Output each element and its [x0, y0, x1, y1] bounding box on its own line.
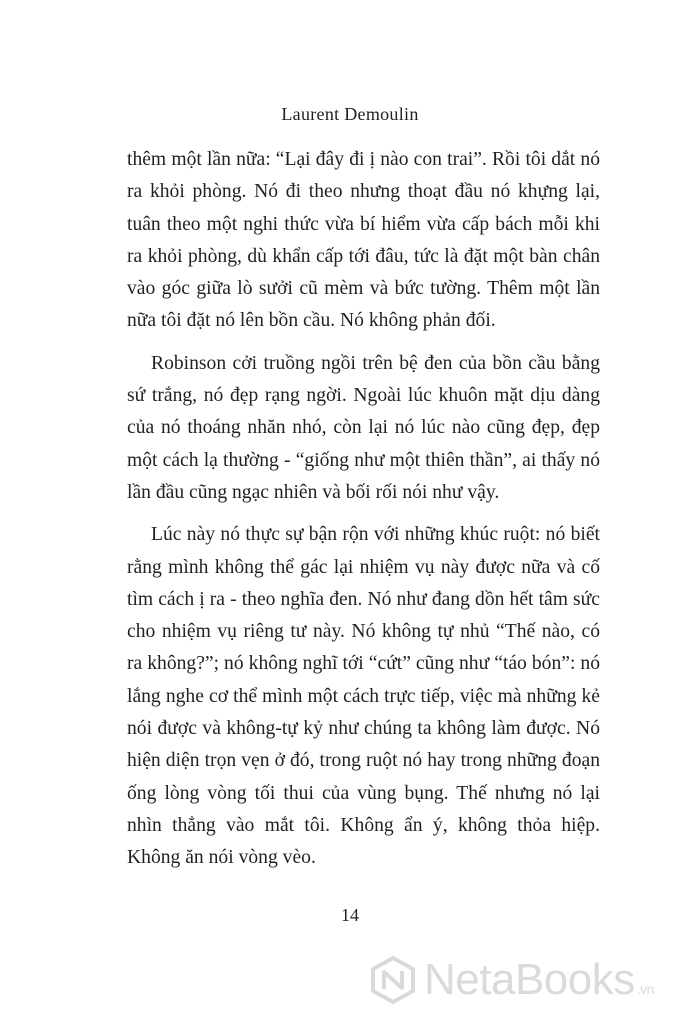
- paragraph-2: Robinson cởi truồng ngồi trên bệ đen của bồn cầu bằng sứ trắng, nó đẹp rạng ngời. Ngoài lúc khuôn mặt dịu dàng của nó thoáng nhăn nhó, còn lại nó lúc nào cũng đẹp, đẹp một cách lạ thường - “giống như một thiên thần”, ai thấy nó lần đầu cũng ngạc nhiên và bối rối nói như vậy.: [127, 352, 600, 503]
- netabooks-logo-icon: [368, 955, 418, 1005]
- body-text: [127, 144, 600, 875]
- paragraph-1: thêm một lần nữa: “Lại đây đi ị nào con trai”. Rồi tôi dắt nó ra khỏi phòng. Nó đi theo nhưng thoạt đầu nó khựng lại, tuân theo một nghi thức vừa bí hiểm vừa cấp bách mỗi khi ra khỏi phòng, dù khẩn cấp tới đâu, tức là đặt một bàn chân vào góc giữa lò sưởi cũ mèm và bức tường. Thêm một lần nữa tôi đặt nó lên bồn cầu. Nó không phản đối.: [127, 149, 600, 332]
- watermark-brand: NetaBooks: [424, 955, 635, 1004]
- netabooks-watermark: [368, 950, 654, 1010]
- page-number: 14: [341, 905, 359, 925]
- watermark-text: [424, 955, 654, 1005]
- paragraph-3: Lúc này nó thực sự bận rộn với những khúc ruột: nó biết rằng mình không thể gác lại nhiệm vụ này được nữa và cố tìm cách ị ra - theo nghĩa đen. Nó như đang dồn hết tâm sức cho nhiệm vụ riêng tư này. Nó không tự nhủ “Thế nào, có ra không?”; nó không nghĩ tới “cứt” cũng như “táo bón”: nó lắng nghe cơ thể mình một cách trực tiếp, việc mà những kẻ nói được và không-tự kỷ như chúng ta không làm được. Nó hiện diện trọn vẹn ở đó, trong ruột nó hay trong những đoạn ống lòng vòng tối thui của vùng bụng. Thế nhưng nó lại nhìn thẳng vào mắt tôi. Không ẩn ý, không thỏa hiệp. Không ăn nói vòng vèo.: [127, 524, 600, 869]
- watermark-suffix: .vn: [636, 981, 654, 997]
- running-head-author: Laurent Demoulin: [281, 104, 419, 124]
